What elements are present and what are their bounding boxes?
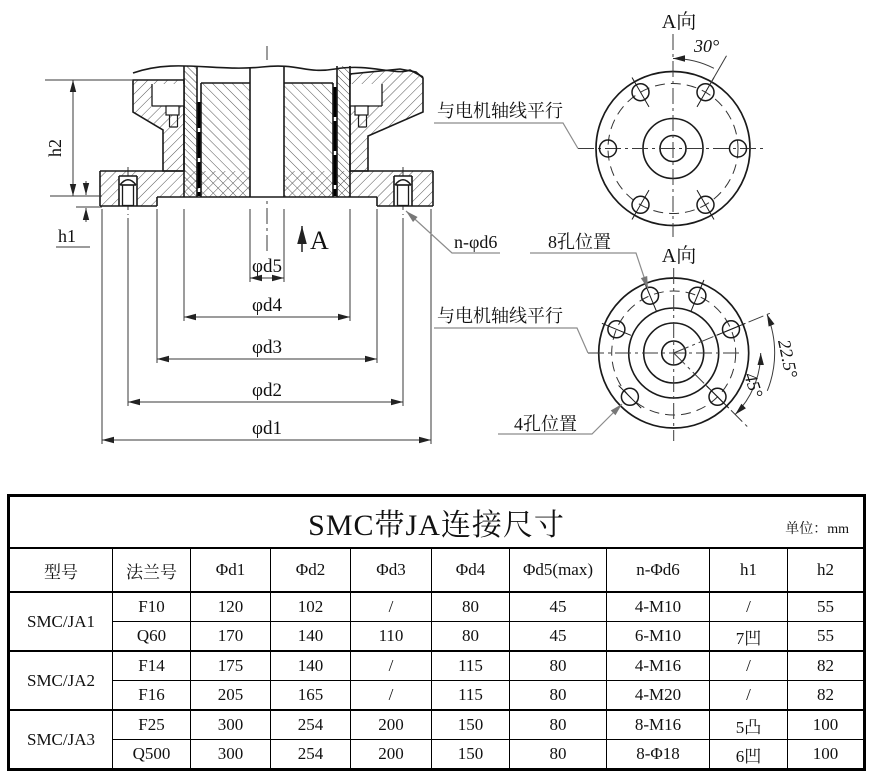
cell-2-0-7: 5凸 — [710, 710, 788, 740]
cell-2-0-2: 254 — [271, 710, 351, 740]
cell-1-0-6: 4-M16 — [607, 651, 710, 681]
table-section — [7, 494, 866, 771]
view-a-bottom — [434, 232, 802, 441]
dim-label-h1: h1 — [58, 226, 76, 246]
cell-1-0-3: / — [351, 651, 432, 681]
table-row — [9, 592, 865, 622]
angle-225-label: 22.5° — [774, 337, 802, 380]
cell-1-1-6: 4-M20 — [607, 681, 710, 711]
cell-1-0-1: 175 — [191, 651, 271, 681]
table-unit: 单位：mm — [785, 522, 850, 537]
cross-section-view — [45, 46, 500, 444]
col-header-7: n-Φd6 — [607, 548, 710, 592]
dim-label-d1: φd1 — [252, 418, 282, 439]
view-a-top — [434, 10, 765, 237]
sleeve-wall-right — [337, 66, 350, 197]
parallel-leader-bottom — [434, 328, 588, 353]
col-header-9: h2 — [788, 548, 865, 592]
cell-2-1-8: 100 — [788, 740, 865, 770]
table-row — [9, 710, 865, 740]
col-header-2: Φd1 — [191, 548, 271, 592]
cell-0-0-7: / — [710, 592, 788, 622]
cell-2-1-3: 200 — [351, 740, 432, 770]
dim-label-d4: φd4 — [252, 295, 282, 316]
cell-0-0-3: / — [351, 592, 432, 622]
cell-2-0-8: 100 — [788, 710, 865, 740]
cell-0-0-6: 4-M10 — [607, 592, 710, 622]
center-bore — [250, 60, 284, 198]
cell-0-1-5: 45 — [510, 622, 607, 652]
cell-0-1-2: 140 — [271, 622, 351, 652]
dim-label-d3: φd3 — [252, 337, 282, 358]
cell-0-1-6: 6-M10 — [607, 622, 710, 652]
cell-1-0-0: F14 — [113, 651, 191, 681]
cell-1-0-5: 80 — [510, 651, 607, 681]
cell-1-1-7: / — [710, 681, 788, 711]
col-header-1: 法兰号 — [113, 548, 191, 592]
cell-0-1-0: Q60 — [113, 622, 191, 652]
cell-2-0-3: 200 — [351, 710, 432, 740]
cell-0-1-3: 110 — [351, 622, 432, 652]
table-row — [9, 740, 865, 770]
model-cell: SMC/JA3 — [9, 710, 113, 770]
cell-1-0-4: 115 — [432, 651, 510, 681]
view-arrow-label: A — [310, 226, 329, 255]
table-row — [9, 622, 865, 652]
cell-2-0-4: 150 — [432, 710, 510, 740]
cell-1-1-5: 80 — [510, 681, 607, 711]
hole4-label: 4孔位置 — [514, 414, 577, 434]
cell-2-1-7: 6凹 — [710, 740, 788, 770]
cell-2-1-6: 8-Φ18 — [607, 740, 710, 770]
table-title-row — [9, 496, 865, 549]
model-cell: SMC/JA2 — [9, 651, 113, 710]
table-header-row — [9, 548, 865, 592]
cell-0-0-0: F10 — [113, 592, 191, 622]
table-title: SMC带JA连接尺寸 — [308, 509, 565, 542]
table-title-cell — [9, 496, 865, 549]
col-header-3: Φd2 — [271, 548, 351, 592]
col-header-4: Φd3 — [351, 548, 432, 592]
cell-2-1-5: 80 — [510, 740, 607, 770]
bolt-callout-label: n-φd6 — [454, 232, 498, 252]
cell-1-1-3: / — [351, 681, 432, 711]
cell-1-0-7: / — [710, 651, 788, 681]
cell-1-1-2: 165 — [271, 681, 351, 711]
angle-30-arc — [673, 58, 714, 68]
col-header-0: 型号 — [9, 548, 113, 592]
hole8-label: 8孔位置 — [548, 232, 611, 252]
table-row — [9, 651, 865, 681]
cell-0-0-2: 102 — [271, 592, 351, 622]
cell-1-1-8: 82 — [788, 681, 865, 711]
parallel-leader-top — [434, 123, 578, 149]
cell-2-0-5: 80 — [510, 710, 607, 740]
cell-2-1-4: 150 — [432, 740, 510, 770]
hole8-leader — [530, 253, 648, 289]
angle-30-label: 30° — [694, 36, 720, 56]
cell-2-1-0: Q500 — [113, 740, 191, 770]
cell-0-0-4: 80 — [432, 592, 510, 622]
parallel-label-top: 与电机轴线平行 — [437, 101, 563, 121]
cell-0-1-1: 170 — [191, 622, 271, 652]
dimension-table — [7, 494, 866, 771]
sleeve-wall-left — [184, 66, 197, 197]
cell-1-0-8: 82 — [788, 651, 865, 681]
dim-label-h2: h2 — [45, 139, 65, 157]
parallel-label-bottom: 与电机轴线平行 — [437, 306, 563, 326]
cell-2-0-0: F25 — [113, 710, 191, 740]
cell-0-1-4: 80 — [432, 622, 510, 652]
cell-2-1-1: 300 — [191, 740, 271, 770]
col-header-8: h1 — [710, 548, 788, 592]
cell-2-1-2: 254 — [271, 740, 351, 770]
cell-1-1-1: 205 — [191, 681, 271, 711]
col-header-6: Φd5(max) — [510, 548, 607, 592]
angle-45-label: 45° — [740, 370, 768, 401]
view-a-bottom-title: A向 — [661, 245, 697, 267]
col-header-5: Φd4 — [432, 548, 510, 592]
cell-2-0-6: 8-M16 — [607, 710, 710, 740]
view-b-centerlines — [588, 268, 771, 441]
cell-0-0-1: 120 — [191, 592, 271, 622]
angle-225-arc — [767, 314, 775, 391]
dim-label-d5: φd5 — [252, 256, 282, 277]
cell-1-1-4: 115 — [432, 681, 510, 711]
model-cell: SMC/JA1 — [9, 592, 113, 651]
cell-0-0-5: 45 — [510, 592, 607, 622]
table-row — [9, 681, 865, 711]
view-a-top-title: A向 — [661, 11, 697, 33]
cell-2-0-1: 300 — [191, 710, 271, 740]
cell-1-1-0: F16 — [113, 681, 191, 711]
cell-0-0-8: 55 — [788, 592, 865, 622]
cell-0-1-7: 7凹 — [710, 622, 788, 652]
dim-label-d2: φd2 — [252, 380, 282, 401]
cell-1-0-2: 140 — [271, 651, 351, 681]
cell-0-1-8: 55 — [788, 622, 865, 652]
angle-30-radial — [710, 56, 727, 86]
